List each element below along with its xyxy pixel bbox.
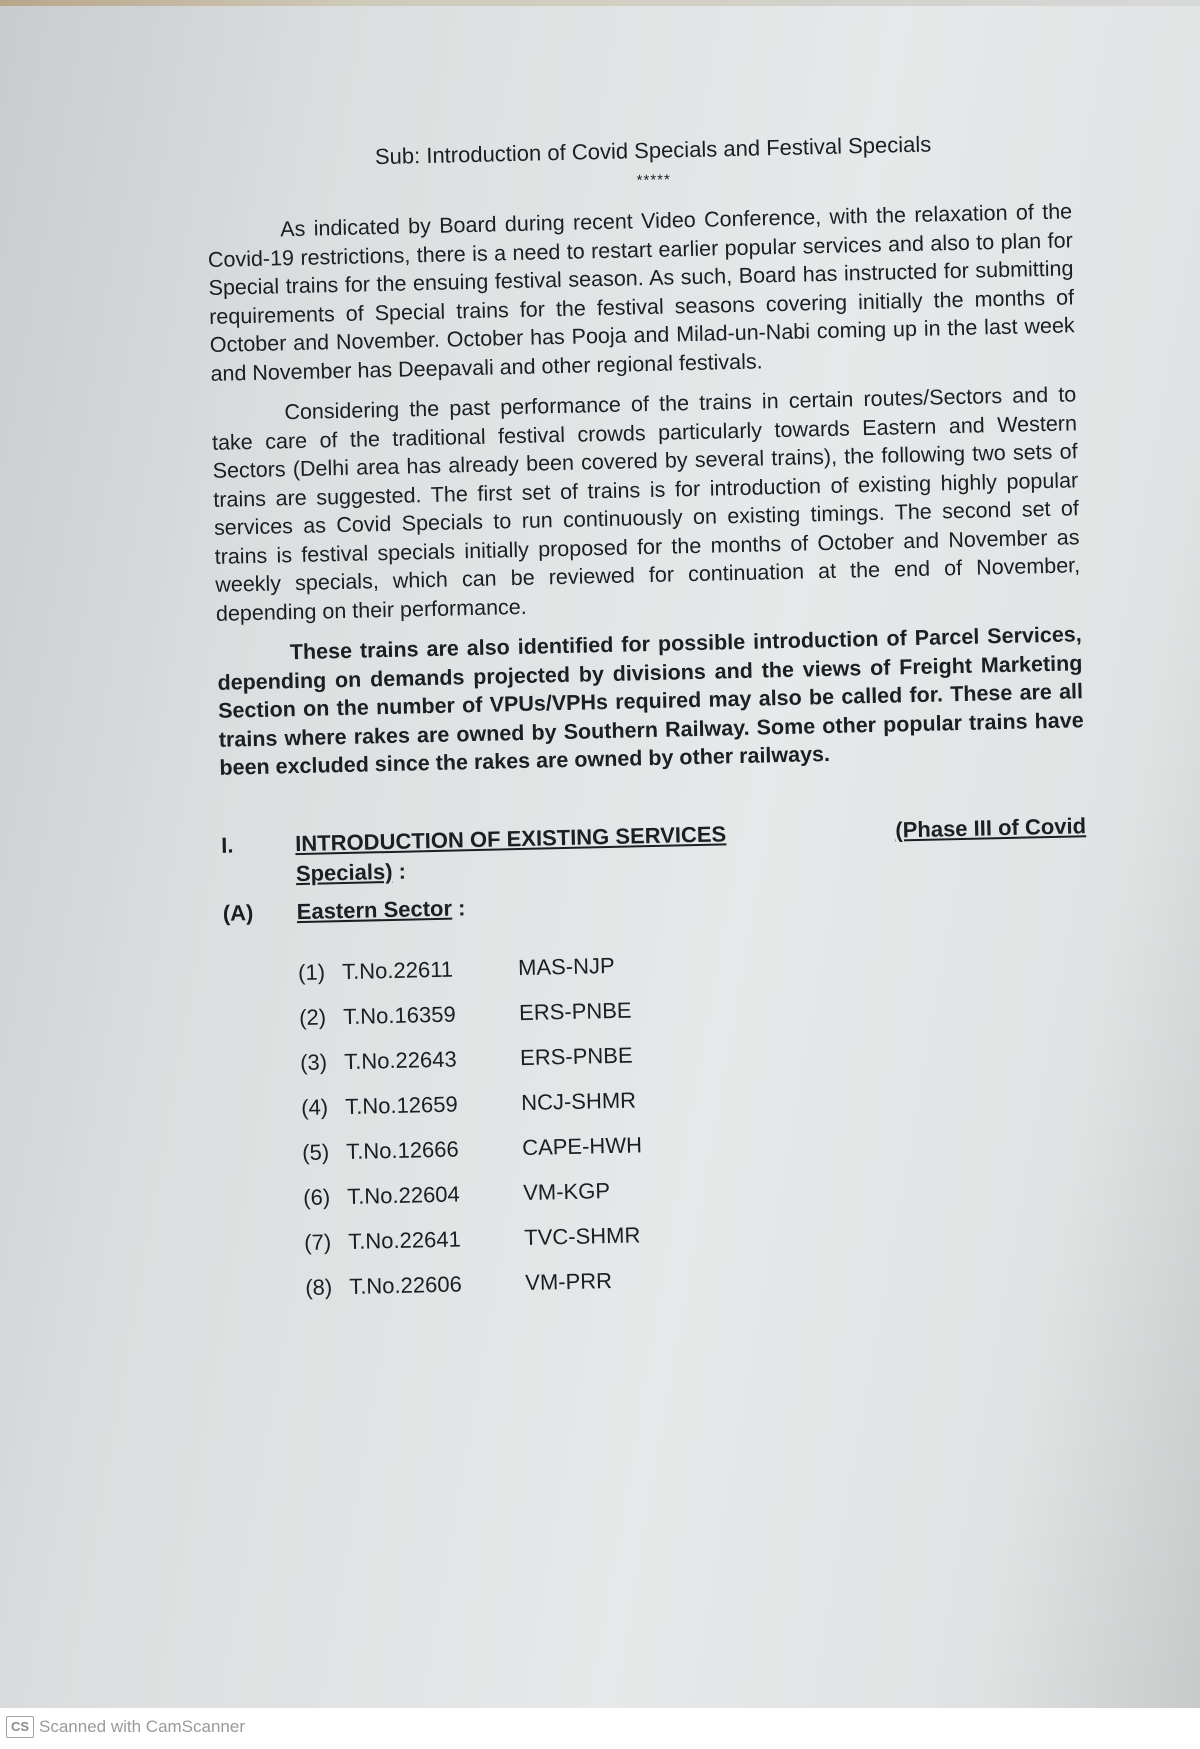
camscanner-watermark [6,1716,245,1738]
section-subtitle-part2: Specials) [295,858,393,886]
train-index: (1) [297,959,326,986]
train-list [298,933,1097,1311]
train-number: T.No.22604 [346,1181,461,1210]
train-number: T.No.22643 [343,1046,457,1075]
train-route: ERS-PNBE [518,997,632,1026]
train-number: T.No.22606 [348,1271,463,1300]
train-route: ERS-PNBE [519,1042,633,1071]
letter-body [205,110,1097,1312]
subsection-title-block [296,895,465,925]
train-route: NCJ-SHMR [520,1087,637,1116]
train-number: T.No.12666 [345,1136,459,1165]
train-index: (5) [301,1139,330,1166]
train-number: T.No.22641 [347,1226,462,1255]
train-index: (8) [305,1274,333,1301]
train-number: T.No.12659 [344,1091,458,1120]
train-number: T.No.16359 [342,1001,456,1030]
section-number: I. [220,832,234,858]
train-route: MAS-NJP [517,952,615,981]
separator-stars: ***** [636,171,672,190]
subsection-number: (A) [222,899,254,926]
train-index: (7) [303,1229,332,1256]
section-suffix: : [392,858,407,884]
paragraph-2: Considering the past performance of the trains in certain routes/Sectors and to take care of the traditional festival crowds particularly towards Eastern and Western Sectors (Delhi area has already been covered by several trains), the following two sets of trains are suggested. The first set of trains is for introduction of existing highly popular services as Covid Specials to run continuously on existing timings. The second set of trains is festival specials initially proposed for the months of October and November as weekly specials, which can be reviewed for continuation at the end of November, depending on their performance. [211,382,1081,626]
train-route: TVC-SHMR [523,1222,641,1251]
section-heading [221,811,1087,891]
train-route: VM-PRR [524,1268,613,1296]
camscanner-logo-icon: CS [6,1716,34,1738]
train-route: CAPE-HWH [521,1132,643,1161]
watermark-text: Scanned with CamScanner [39,1717,246,1736]
subsection-suffix: : [451,894,466,921]
section-title-block [295,811,1087,889]
train-index: (3) [299,1049,328,1076]
subject-line: Sub: Introduction of Covid Specials and Festival Specials [374,131,932,170]
train-route: VM-KGP [522,1178,611,1206]
subsection-heading [222,881,1087,927]
train-index: (4) [300,1094,329,1121]
section-title: INTRODUCTION OF EXISTING SERVICES [294,820,727,856]
section-subtitle-part1: (Phase III of Covid [895,812,1087,843]
train-index: (2) [298,1004,327,1031]
paragraph-3: These trains are also identified for possible introduction of Parcel Services, depending on demands projected by divisions and the views of Freight Marketing Section on the number of VPUs/VPHs required may also be called for. These are all trains where rakes are owned by Southern Railway. Some other popular trains have been excluded since the rakes are owned by other railways. [217,622,1084,780]
train-index: (6) [302,1184,331,1211]
train-number: T.No.22611 [341,956,454,985]
subsection-title: Eastern Sector [296,895,453,924]
paragraph-1: As indicated by Board during recent Video Conference, with the relaxation of the Covid-19 restrictions, there is a need to restart earlier popular services and also to plan for Special trains for the ensuing festival season. As such, Board has instructed for submitting requirements of Special trains for the festival seasons covering initially the months of October and November. October has Pooja and Milad-un-Nabi coming up in the last week and November has Deepavali and other regional festivals. [207,199,1075,386]
